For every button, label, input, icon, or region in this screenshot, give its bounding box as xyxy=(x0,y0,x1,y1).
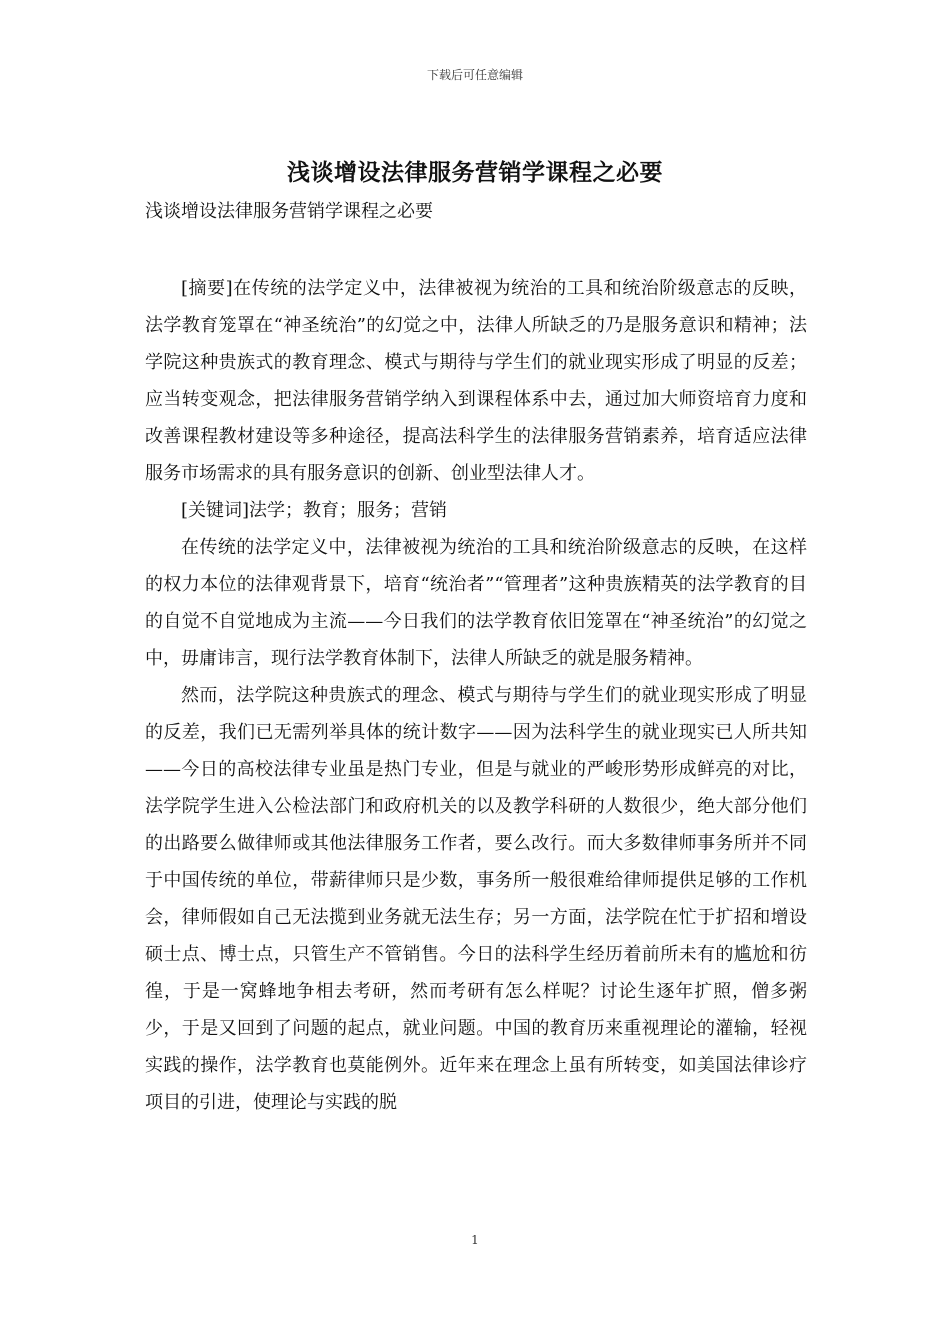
document-subtitle: 浅谈增设法律服务营销学课程之必要 xyxy=(145,201,433,222)
keywords-paragraph: [关键词]法学；教育；服务；营销 xyxy=(181,500,448,521)
header-note: 下载后可任意编辑 xyxy=(426,68,523,82)
document-title: 浅谈增设法律服务营销学课程之必要 xyxy=(287,159,663,186)
page-number: 1 xyxy=(471,1233,479,1247)
abstract-paragraph: [摘要]在传统的法学定义中，法律被视为统治的工具和统治阶级意志的反映，法学教育笼罩在“神圣统治”的幻觉之中，法律人所缺乏的乃是服务意识和精神；法学院这种贵族式的教育理念、模式与期待与学生们的就业现实形成了明显的反差；应当转变观念，把法律服务营销学纳入到课程体系中去，通过加大师资培育力度和改善课程教材建设等多种途径，提高法科学生的法律服务营销素养，培育适应法律服务市场需求的具有服务意识的创新、创业型法律人才。 xyxy=(145,278,807,484)
body-paragraph: 然而，法学院这种贵族式的理念、模式与期待与学生们的就业现实形成了明显的反差，我们已无需列举具体的统计数字——因为法科学生的就业现实已人所共知——今日的高校法律专业虽是热门专业，但是与就业的严峻形势形成鲜亮的对比，法学院学生进入公检法部门和政府机关的以及教学科研的人数很少，绝大部分他们的出路要么做律师或其他法律服务工作者，要么改行。而大多数律师事务所并不同于中国传统的单位，带薪律师只是少数，事务所一般很难给律师提供足够的工作机会，律师假如自己无法揽到业务就无法生存；另一方面，法学院在忙于扩招和增设硕士点、博士点，只管生产不管销售。今日的法科学生经历着前所未有的尴尬和彷徨，于是一窝蜂地争相去考研，然而考研有怎么样呢？讨论生逐年扩照，僧多粥少，于是又回到了问题的起点，就业问题。中国的教育历来重视理论的灌输，轻视实践的操作，法学教育也莫能例外。近年来在理念上虽有所转变，如美国法律诊疗项目的引进，使理论与实践的脱 xyxy=(145,685,807,1113)
document-body xyxy=(145,270,807,1121)
body-paragraph: 在传统的法学定义中，法律被视为统治的工具和统治阶级意志的反映，在这样的权力本位的法律观背景下，培育“统治者”“管理者”这种贵族精英的法学教育的目的自觉不自觉地成为主流——今日我们的法学教育依旧笼罩在“神圣统治”的幻觉之中，毋庸讳言，现行法学教育体制下，法律人所缺乏的就是服务精神。 xyxy=(145,537,807,669)
